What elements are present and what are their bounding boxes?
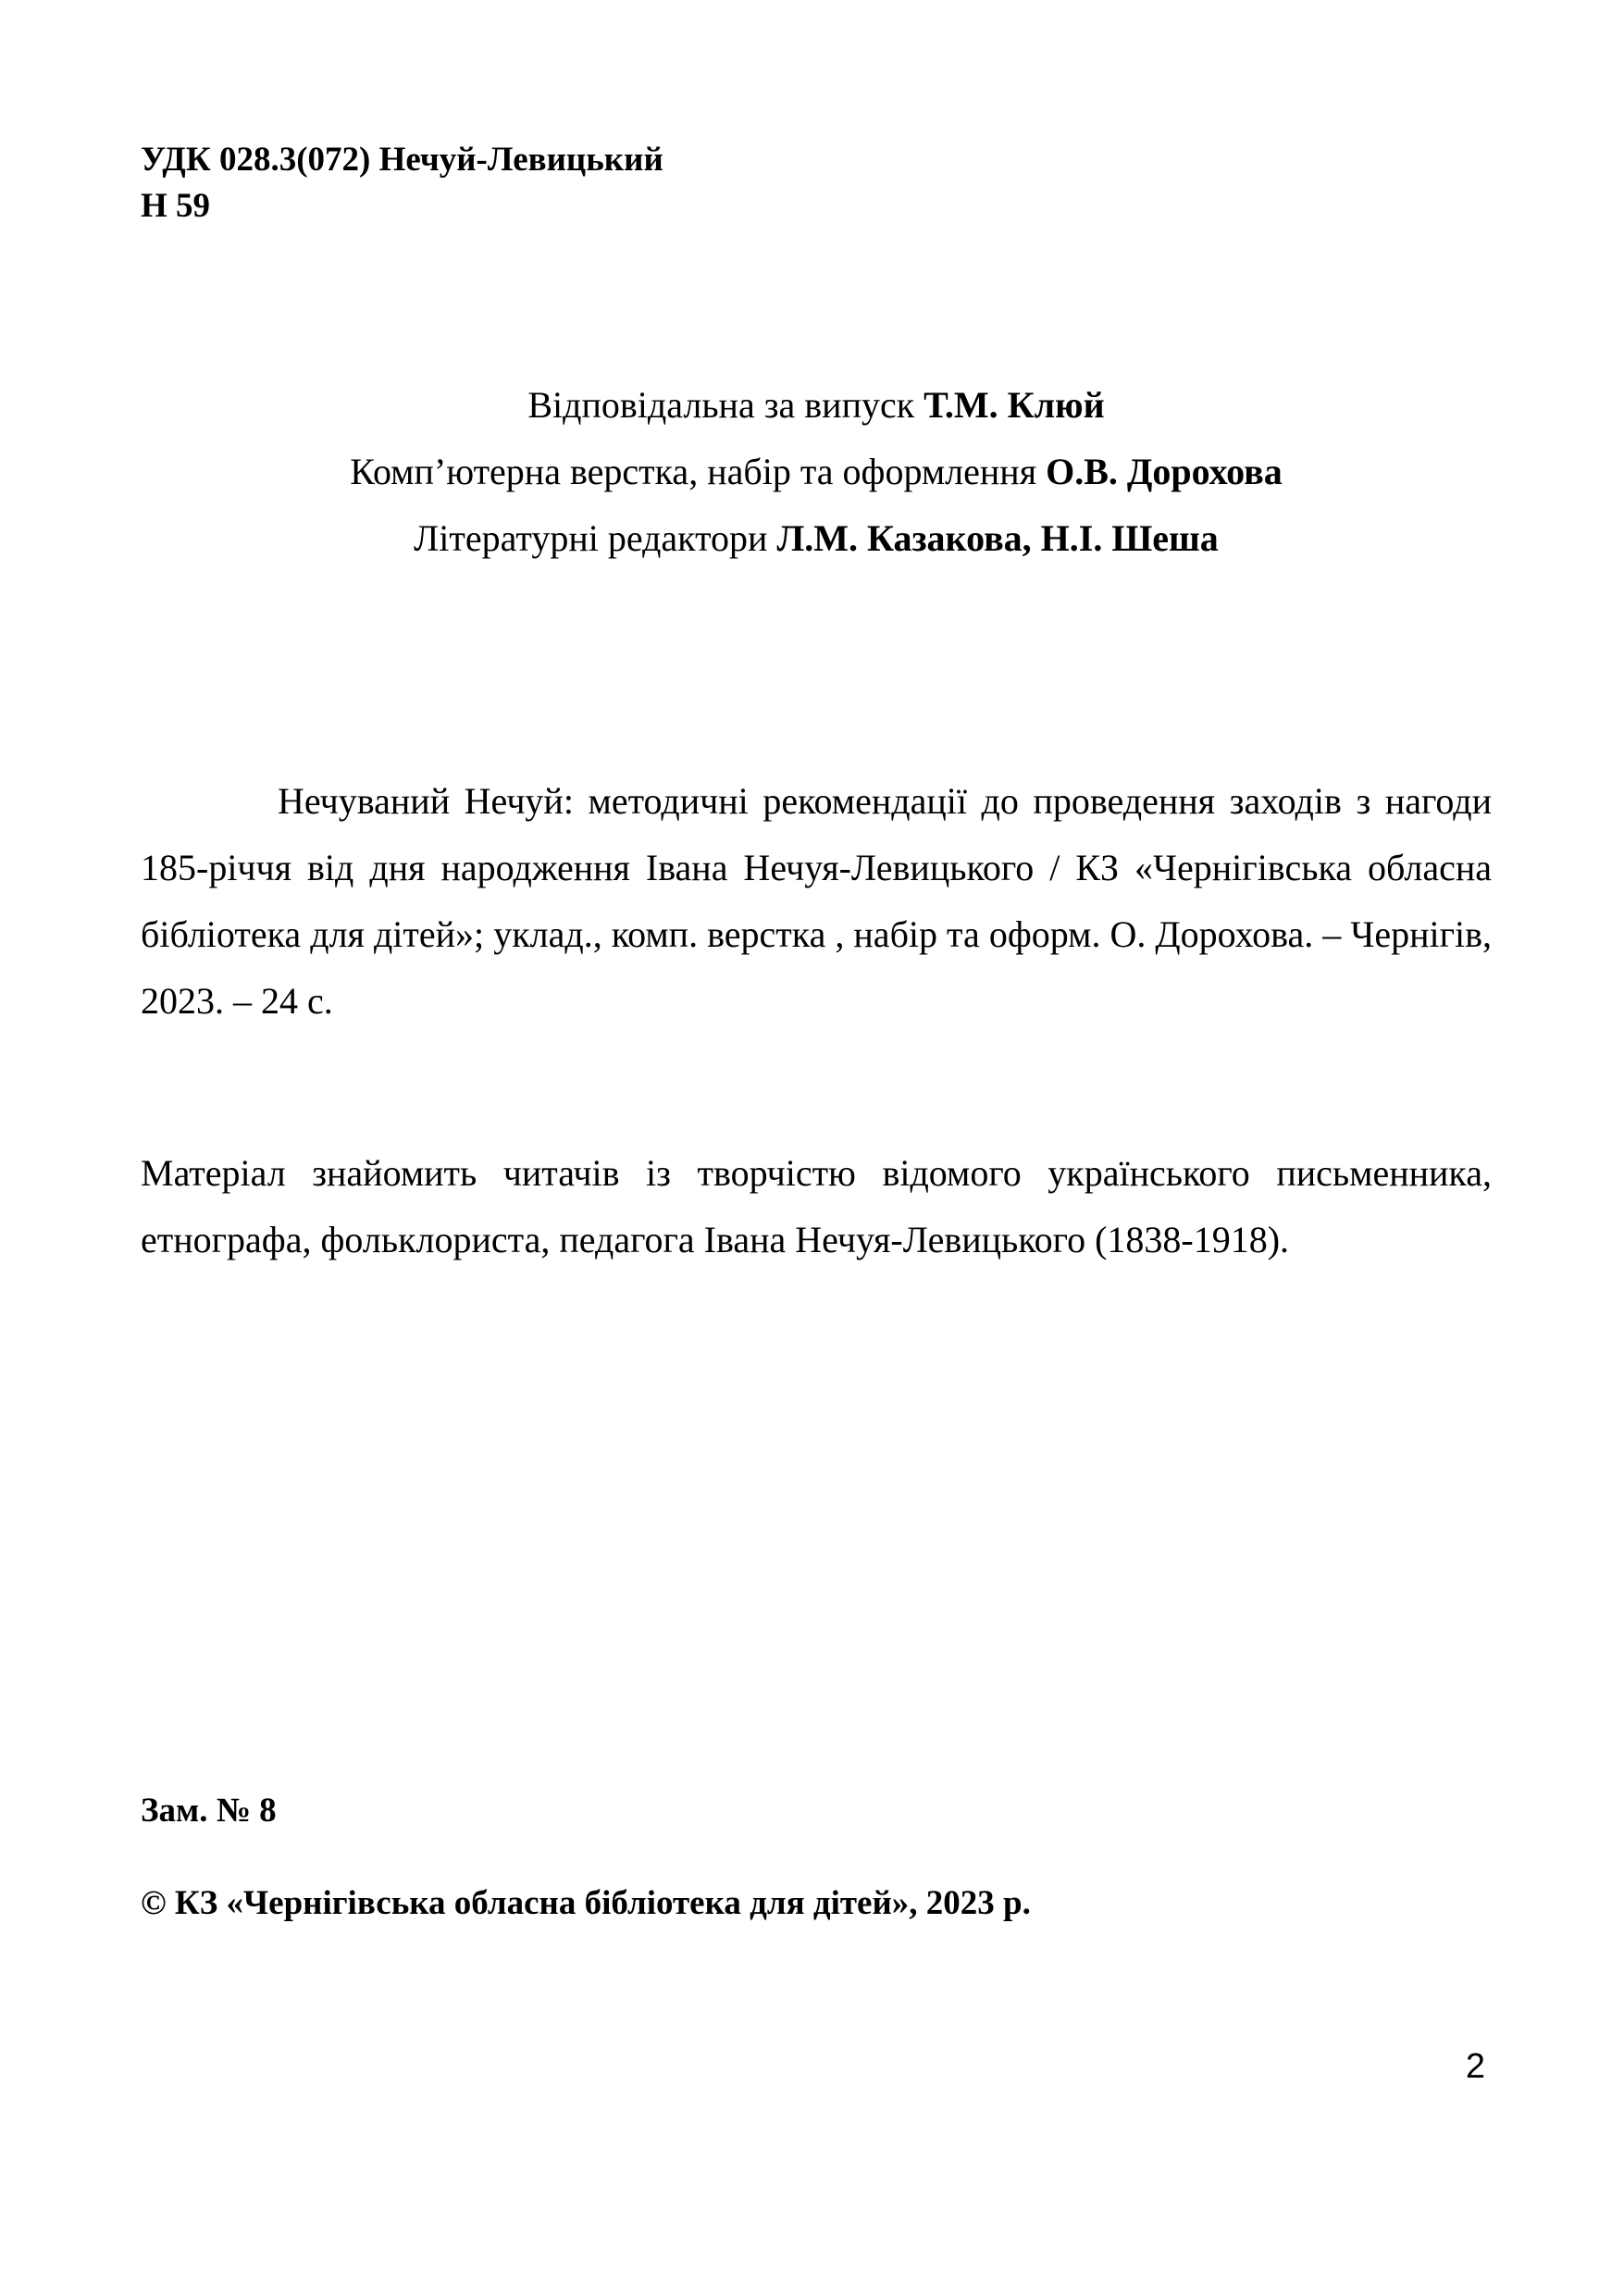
credit-editors bbox=[141, 505, 1492, 572]
bibliographic-description: Нечуваний Нечуй: методичні рекомендації до проведення заходів з нагоди 185-річчя від дня народження Івана Нечуя-Левицького / КЗ «Чернігівська обласна бібліотека для дітей»; уклад., комп. верстка , набір та оформ. О. Дорохова. – Чернігів, 2023. – 24 с. bbox=[141, 780, 1492, 1022]
abstract-paragraph: Матеріал знайомить читачів із творчістю відомого українського письменника, етнографа, фольклориста, педагога Івана Нечуя-Левицького (1838-1918). bbox=[141, 1152, 1492, 1260]
credit-names: О.В. Дорохова bbox=[1046, 451, 1283, 492]
credit-names: Л.М. Казакова, Н.І. Шеша bbox=[776, 517, 1219, 559]
udk-classification: УДК 028.3(072) Нечуй-Левицький bbox=[141, 141, 663, 179]
page-number: 2 bbox=[1465, 2047, 1485, 2086]
credit-names: Т.М. Клюй bbox=[924, 384, 1105, 426]
credit-label: Літературні редактори bbox=[414, 517, 777, 559]
credit-label: Комп’ютерна верстка, набір та оформлення bbox=[350, 451, 1047, 492]
order-number: Зам. № 8 bbox=[141, 1792, 277, 1830]
credit-label: Відповідальна за випуск bbox=[527, 384, 924, 426]
udk-block bbox=[141, 137, 663, 230]
credit-responsible bbox=[141, 372, 1492, 439]
copyright-notice: © КЗ «Чернігівська обласна бібліотека для дітей», 2023 р. bbox=[141, 1884, 1031, 1922]
author-code: Н 59 bbox=[141, 187, 211, 225]
credits-block bbox=[141, 372, 1492, 572]
credit-layout bbox=[141, 439, 1492, 505]
